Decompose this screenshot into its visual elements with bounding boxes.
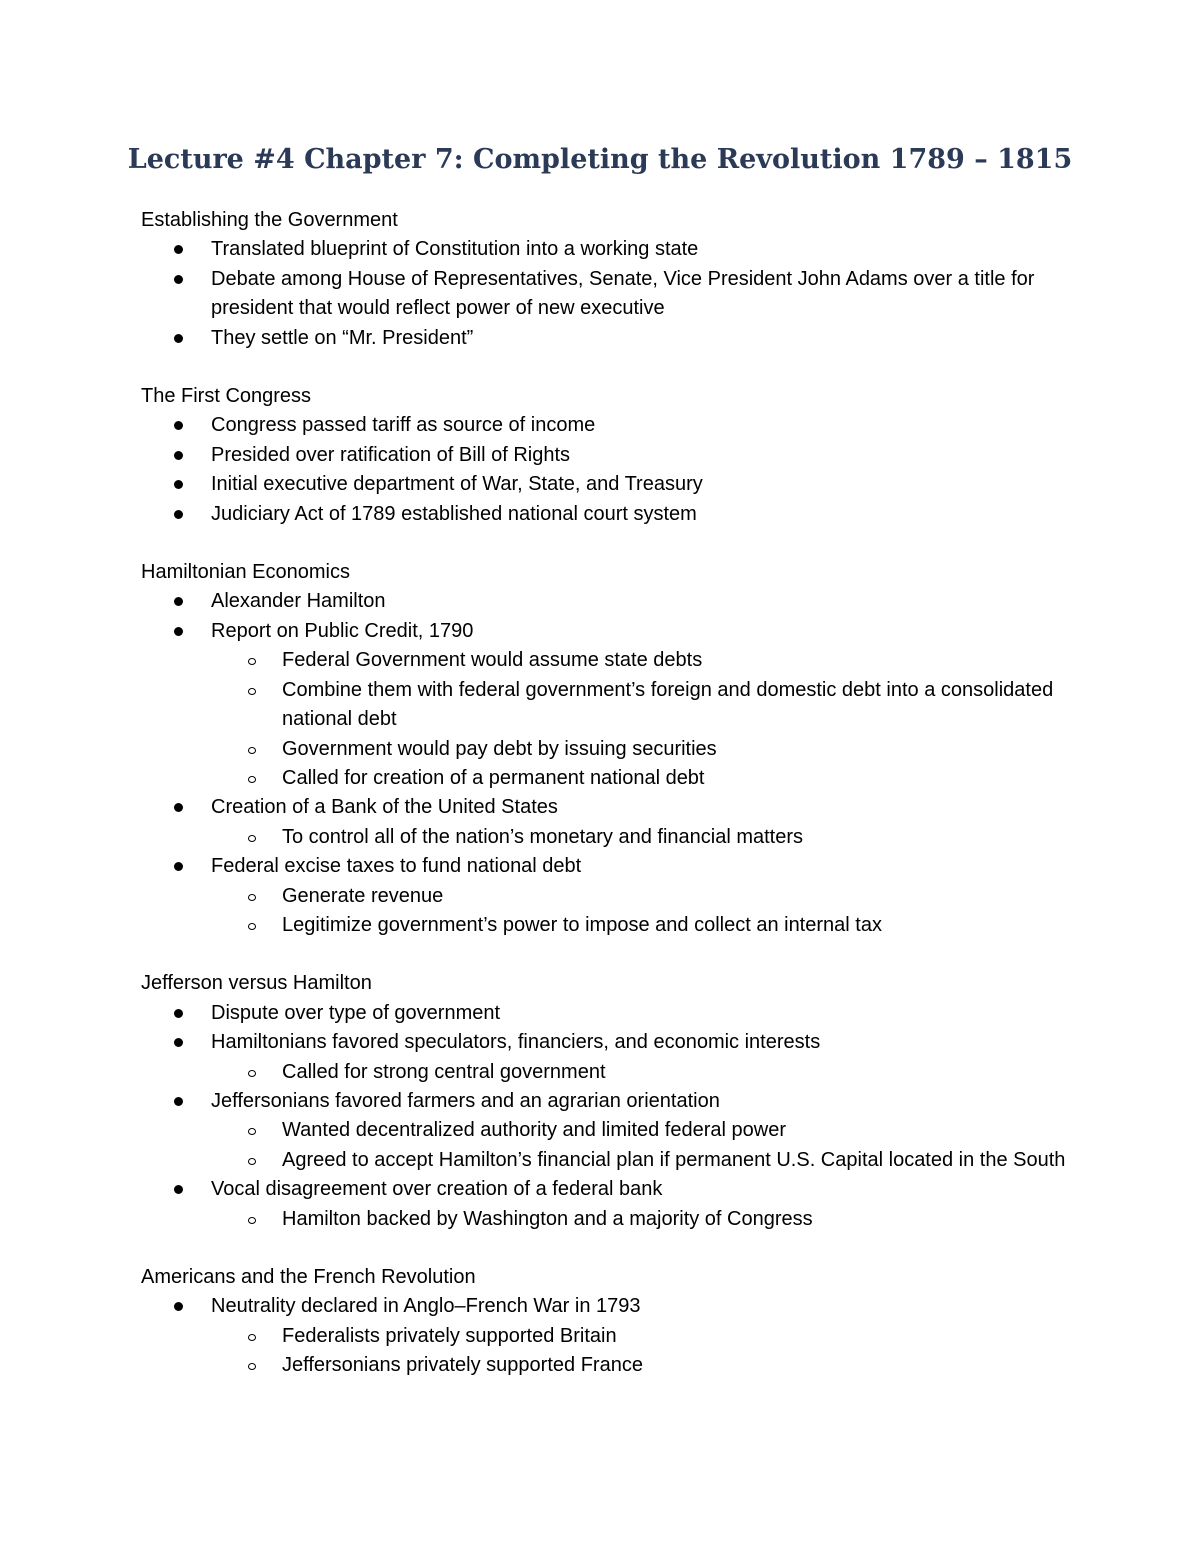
list-item <box>141 1028 1081 1087</box>
list-item <box>141 500 1081 529</box>
bullet-dot-icon <box>174 1097 183 1106</box>
document-body <box>141 206 1081 1410</box>
sub-list-item-text: To control all of the nation’s monetary and financial matters <box>282 825 804 848</box>
sub-list-item <box>211 735 1081 764</box>
list-item-text: Judiciary Act of 1789 established national court system <box>211 502 697 525</box>
list-item <box>141 235 1081 264</box>
sub-bullet-list <box>211 1116 1081 1175</box>
sub-list-item-text: Hamilton backed by Washington and a majority of Congress <box>282 1207 813 1230</box>
list-item-text: Neutrality declared in Anglo–French War in 1793 <box>211 1295 641 1318</box>
sub-list-item-text: Federal Government would assume state debts <box>282 649 703 672</box>
bullet-dot-icon <box>174 597 183 606</box>
section <box>141 1263 1081 1381</box>
section-heading: Jefferson versus Hamilton <box>141 972 372 995</box>
list-item <box>141 587 1081 616</box>
sub-list-item <box>211 1205 1081 1234</box>
sub-bullet-list <box>211 646 1081 793</box>
bullet-circle-icon <box>248 747 256 754</box>
bullet-dot-icon <box>174 275 183 284</box>
list-item-text: Report on Public Credit, 1790 <box>211 619 474 642</box>
sub-bullet-list <box>211 1322 1081 1381</box>
list-item <box>141 852 1081 940</box>
bullet-dot-icon <box>174 334 183 343</box>
bullet-dot-icon <box>174 510 183 519</box>
sub-list-item-text: Jeffersonians privately supported France <box>282 1354 643 1377</box>
section <box>141 969 1081 1234</box>
sub-bullet-list <box>211 1205 1081 1234</box>
sub-list-item <box>211 1116 1081 1145</box>
sub-list-item-text: Generate revenue <box>282 884 444 907</box>
bullet-list <box>141 999 1081 1234</box>
list-item-text: Translated blueprint of Constitution into a working state <box>211 238 699 261</box>
sub-list-item <box>211 1322 1081 1351</box>
list-item <box>141 265 1081 324</box>
bullet-circle-icon <box>248 658 256 665</box>
sub-list-item <box>211 1058 1081 1087</box>
list-item-text: Initial executive department of War, State, and Treasury <box>211 473 703 496</box>
bullet-dot-icon <box>174 245 183 254</box>
list-item-text: Vocal disagreement over creation of a federal bank <box>211 1178 663 1201</box>
list-item <box>141 1087 1081 1175</box>
bullet-circle-icon <box>248 1158 256 1165</box>
bullet-circle-icon <box>248 776 256 783</box>
bullet-list <box>141 587 1081 940</box>
list-item-text: Presided over ratification of Bill of Rights <box>211 443 571 466</box>
sub-list-item <box>211 1351 1081 1380</box>
sub-list-item <box>211 676 1081 735</box>
bullet-list <box>141 1292 1081 1380</box>
sub-list-item-text: Called for creation of a permanent national debt <box>282 766 705 789</box>
sub-bullet-list <box>211 1058 1081 1087</box>
page-title: Lecture #4 Chapter 7: Completing the Revolution 1789 – 1815 <box>127 144 1073 175</box>
list-item <box>141 470 1081 499</box>
list-item-text: Hamiltonians favored speculators, financiers, and economic interests <box>211 1031 821 1054</box>
list-item <box>141 999 1081 1028</box>
sub-list-item <box>211 882 1081 911</box>
bullet-dot-icon <box>174 803 183 812</box>
section-heading: Establishing the Government <box>141 209 398 231</box>
list-item <box>141 1175 1081 1234</box>
list-item-text: Debate among House of Representatives, Senate, Vice President John Adams over a title for president that would reflect power of new executive <box>211 267 1035 320</box>
bullet-dot-icon <box>174 862 183 871</box>
bullet-list <box>141 235 1081 353</box>
sub-list-item <box>211 1146 1081 1175</box>
bullet-circle-icon <box>248 688 256 695</box>
list-item <box>141 1292 1081 1380</box>
section-heading: Americans and the French Revolution <box>141 1266 476 1288</box>
bullet-dot-icon <box>174 480 183 489</box>
list-item-text: Congress passed tariff as source of income <box>211 414 596 437</box>
bullet-dot-icon <box>174 421 183 430</box>
bullet-dot-icon <box>174 1038 183 1047</box>
bullet-dot-icon <box>174 1302 183 1311</box>
bullet-dot-icon <box>174 451 183 460</box>
list-item-text: Alexander Hamilton <box>211 590 386 613</box>
section <box>141 558 1081 940</box>
list-item <box>141 793 1081 852</box>
sub-list-item <box>211 911 1081 940</box>
bullet-dot-icon <box>174 1185 183 1194</box>
list-item-text: Dispute over type of government <box>211 1001 501 1024</box>
bullet-circle-icon <box>248 1334 256 1341</box>
list-item-text: Jeffersonians favored farmers and an agrarian orientation <box>211 1089 720 1112</box>
sub-list-item <box>211 764 1081 793</box>
sub-list-item-text: Wanted decentralized authority and limited federal power <box>282 1119 786 1142</box>
bullet-circle-icon <box>248 1128 256 1135</box>
section <box>141 382 1081 529</box>
bullet-circle-icon <box>248 1070 256 1077</box>
list-item <box>141 617 1081 793</box>
sub-list-item-text: Legitimize government’s power to impose and collect an internal tax <box>282 913 882 936</box>
list-item-text: Creation of a Bank of the United States <box>211 796 558 819</box>
bullet-circle-icon <box>248 835 256 842</box>
list-item <box>141 441 1081 470</box>
sub-bullet-list <box>211 823 1081 852</box>
bullet-dot-icon <box>174 627 183 636</box>
sub-bullet-list <box>211 882 1081 941</box>
sub-list-item <box>211 646 1081 675</box>
sub-list-item-text: Agreed to accept Hamilton’s financial plan if permanent U.S. Capital located in the South <box>282 1148 1066 1171</box>
sub-list-item-text: Federalists privately supported Britain <box>282 1324 617 1347</box>
section-heading: Hamiltonian Economics <box>141 561 350 584</box>
sub-list-item <box>211 823 1081 852</box>
sub-list-item-text: Government would pay debt by issuing securities <box>282 737 717 760</box>
list-item <box>141 324 1081 353</box>
bullet-circle-icon <box>248 1217 256 1224</box>
bullet-circle-icon <box>248 894 256 901</box>
section <box>141 206 1081 353</box>
list-item-text: They settle on “Mr. President” <box>211 326 474 349</box>
sub-list-item-text: Combine them with federal government’s foreign and domestic debt into a consolidated national debt <box>282 678 1054 731</box>
bullet-dot-icon <box>174 1009 183 1018</box>
list-item-text: Federal excise taxes to fund national debt <box>211 855 582 878</box>
bullet-circle-icon <box>248 923 256 930</box>
bullet-list <box>141 411 1081 529</box>
list-item <box>141 411 1081 440</box>
sub-list-item-text: Called for strong central government <box>282 1060 606 1083</box>
section-heading: The First Congress <box>141 385 312 408</box>
bullet-circle-icon <box>248 1363 256 1370</box>
